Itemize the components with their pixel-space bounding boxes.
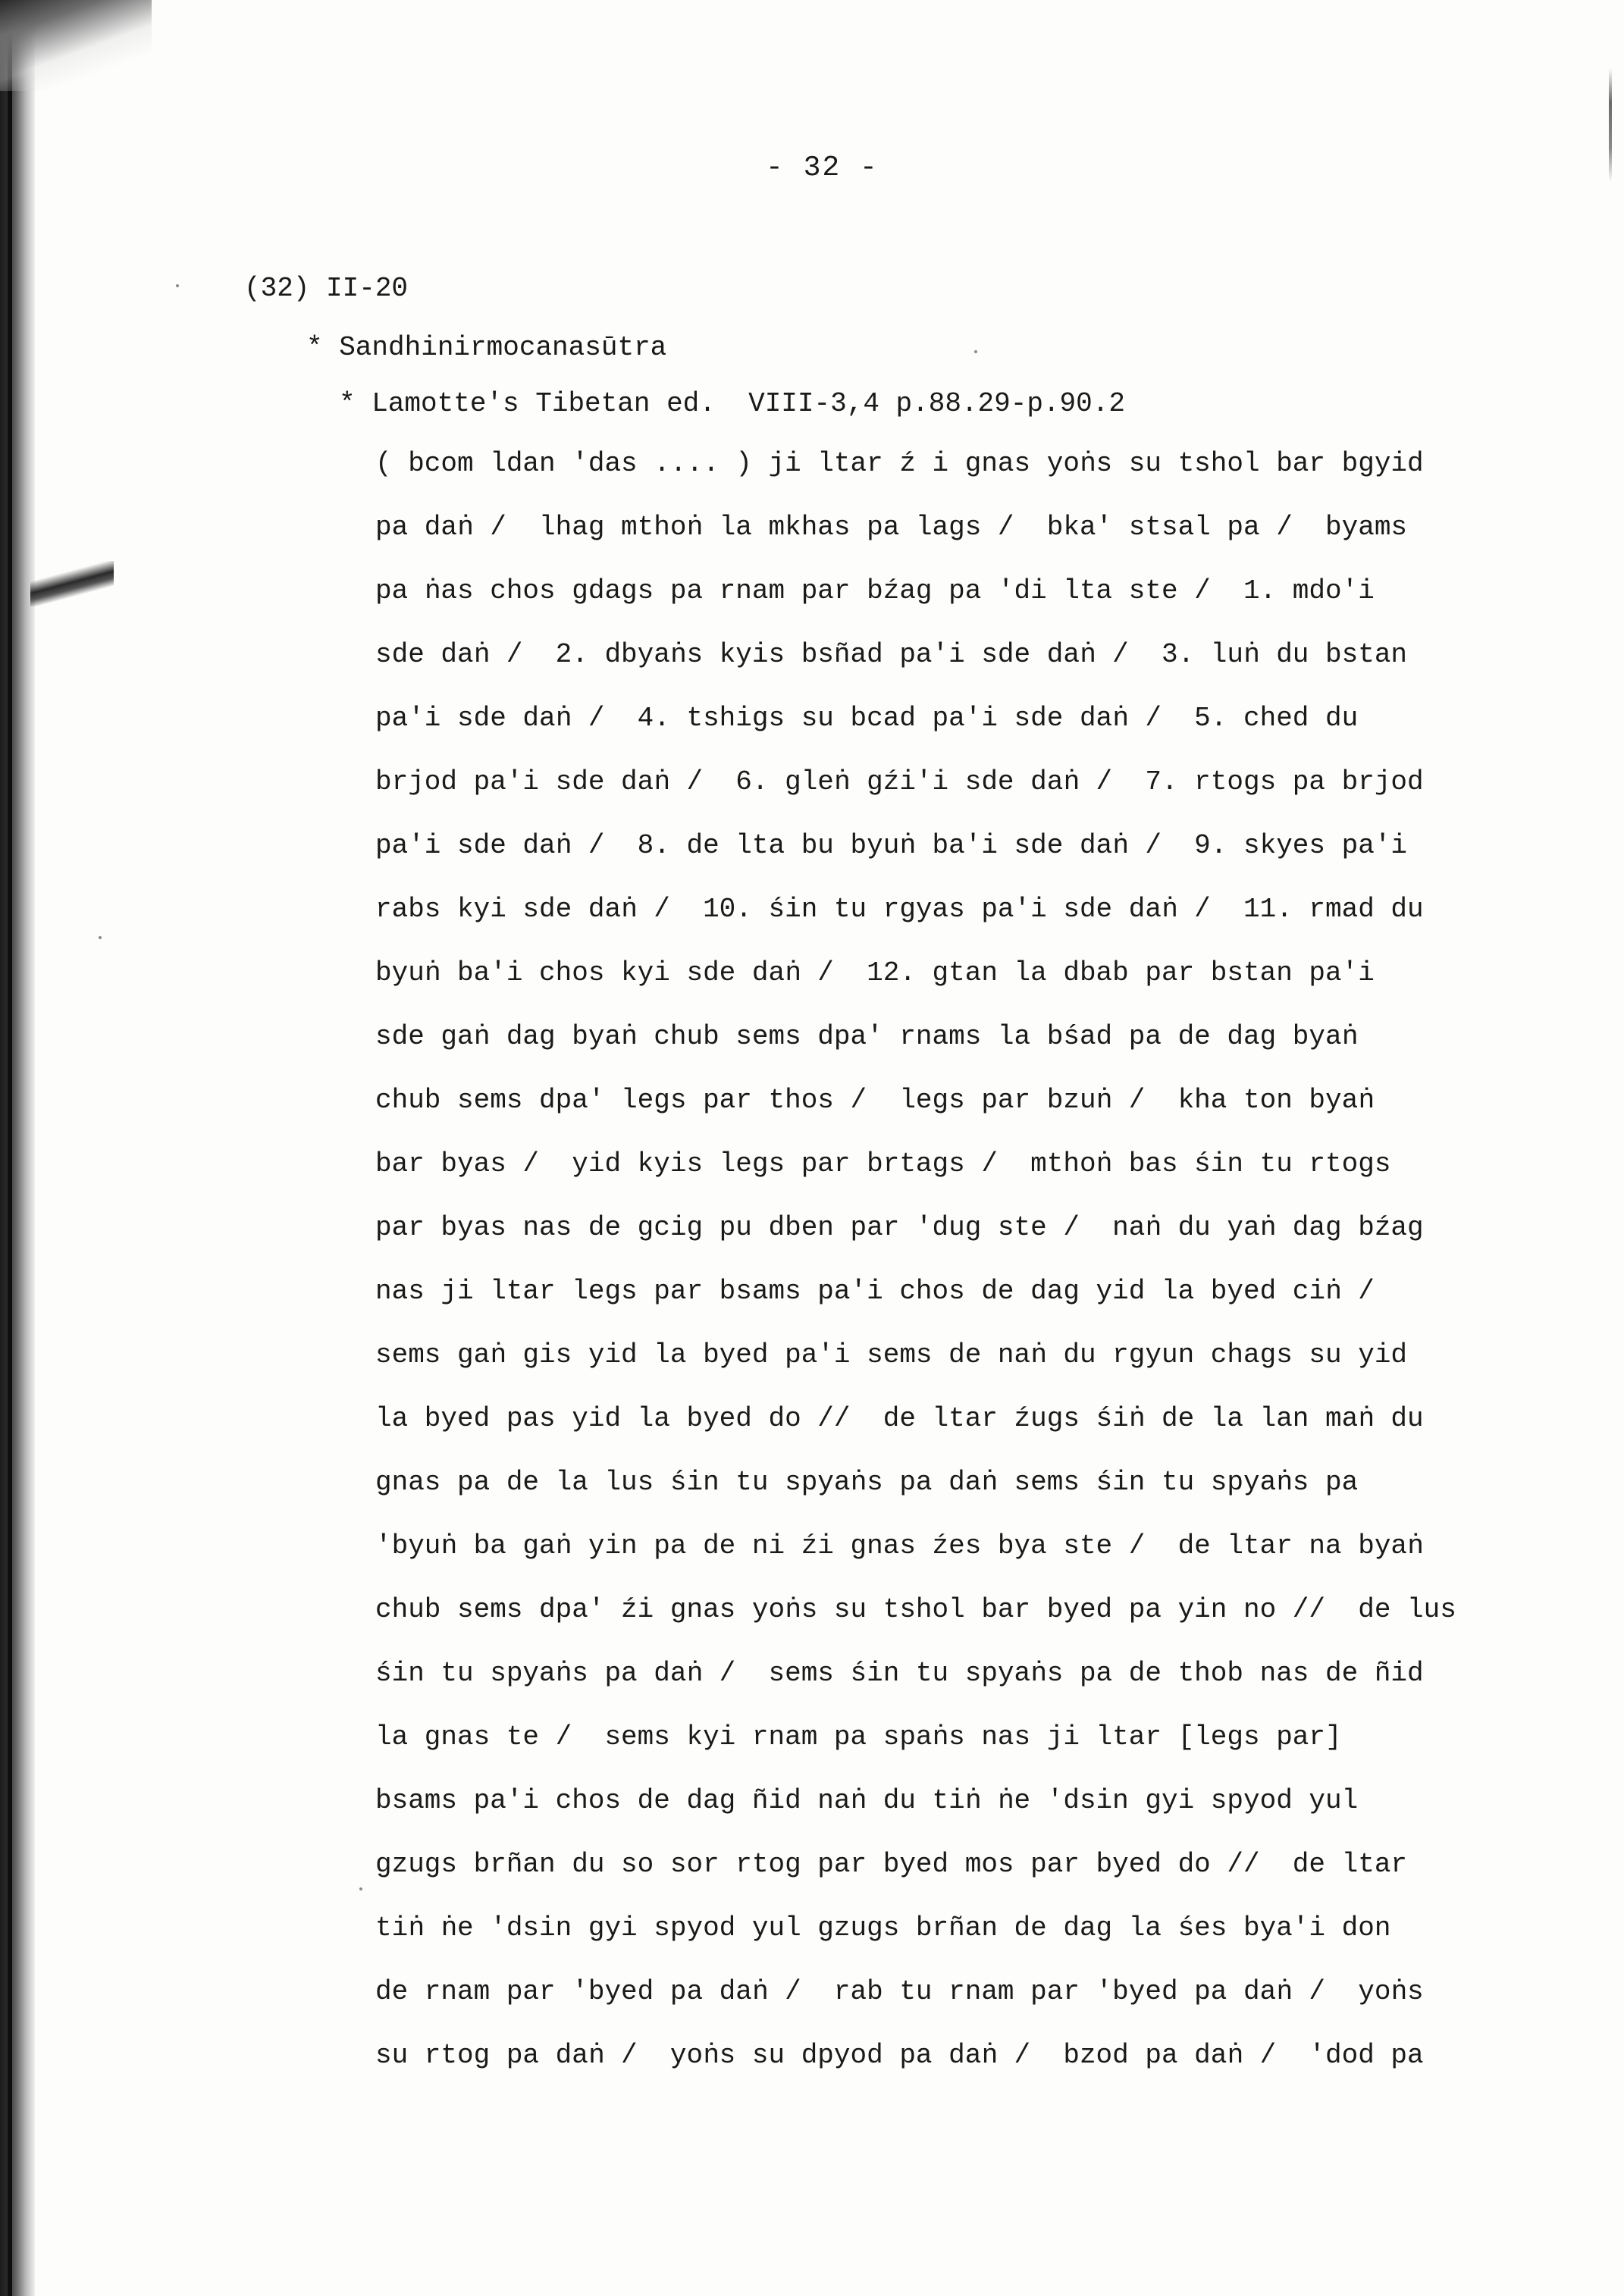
text-line: gzugs brñan du so sor rtog par byed mos par byed do // de ltar bbox=[375, 1849, 1408, 1880]
binding-dark-line bbox=[8, 0, 12, 2296]
stray-mark bbox=[99, 936, 102, 939]
text-line: rabs kyi sde daṅ / 10. śin tu rgyas pa'i sde daṅ / 11. rmad du bbox=[375, 894, 1424, 925]
text-line: bsams pa'i chos de dag ñid naṅ du tiṅ ṅe 'dsin gyi spyod yul bbox=[375, 1785, 1359, 1816]
text-line: śin tu spyaṅs pa daṅ / sems śin tu spyaṅs pa de thob nas de ñid bbox=[375, 1658, 1424, 1689]
text-line: chub sems dpa' źi gnas yoṅs su tshol bar byed pa yin no // de lus bbox=[375, 1594, 1456, 1625]
text-line: bar byas / yid kyis legs par brtags / mthoṅ bas śin tu rtogs bbox=[375, 1148, 1391, 1179]
text-line: pa ṅas chos gdags pa rnam par bźag pa 'di lta ste / 1. mdo'i bbox=[375, 575, 1375, 606]
text-line: sde gaṅ dag byaṅ chub sems dpa' rnams la bśad pa de dag byaṅ bbox=[375, 1021, 1359, 1052]
text-line: pa'i sde daṅ / 4. tshigs su bcad pa'i sde daṅ / 5. ched du bbox=[375, 703, 1359, 734]
text-line: gnas pa de la lus śin tu spyaṅs pa daṅ sems śin tu spyaṅs pa bbox=[375, 1467, 1359, 1498]
right-edge-mark bbox=[1609, 68, 1612, 182]
tibetan-transliteration-body bbox=[375, 447, 1456, 2103]
text-line: byuṅ ba'i chos kyi sde daṅ / 12. gtan la dbab par bstan pa'i bbox=[375, 957, 1375, 988]
text-line: tiṅ ṅe 'dsin gyi spyod yul gzugs brñan de dag la śes bya'i don bbox=[375, 1912, 1391, 1944]
text-line: 'byuṅ ba gaṅ yin pa de ni źi gnas źes bya ste / de ltar na byaṅ bbox=[375, 1530, 1424, 1561]
text-line: la gnas te / sems kyi rnam pa spaṅs nas ji ltar [legs par] bbox=[375, 1721, 1342, 1753]
entry-header: (32) II-20 bbox=[244, 273, 409, 304]
source-edition: * Lamotte's Tibetan ed. VIII-3,4 p.88.29-p.90.2 bbox=[339, 388, 1125, 419]
text-line: pa'i sde daṅ / 8. de lta bu byuṅ ba'i sde daṅ / 9. skyes pa'i bbox=[375, 830, 1408, 861]
text-line: sde daṅ / 2. dbyaṅs kyis bsñad pa'i sde daṅ / 3. luṅ du bstan bbox=[375, 639, 1408, 670]
page-number: - 32 - bbox=[766, 152, 879, 184]
binding-tab-shadow bbox=[30, 561, 114, 606]
stray-mark bbox=[974, 350, 977, 353]
text-line: brjod pa'i sde daṅ / 6. gleṅ gźi'i sde daṅ / 7. rtogs pa brjod bbox=[375, 766, 1424, 797]
text-line: su rtog pa daṅ / yoṅs su dpyod pa daṅ / bzod pa daṅ / 'dod pa bbox=[375, 2040, 1424, 2071]
text-line: la byed pas yid la byed do // de ltar źugs śiṅ de la lan maṅ du bbox=[375, 1403, 1424, 1434]
text-line: de rnam par 'byed pa daṅ / rab tu rnam par 'byed pa daṅ / yoṅs bbox=[375, 1976, 1424, 2007]
stray-mark bbox=[176, 284, 179, 287]
source-title: * Sandhinirmocanasūtra bbox=[306, 332, 667, 363]
text-line: par byas nas de gcig pu dben par 'dug ste / naṅ du yaṅ dag bźag bbox=[375, 1212, 1424, 1243]
text-line: sems gaṅ gis yid la byed pa'i sems de naṅ du rgyun chags su yid bbox=[375, 1339, 1408, 1370]
text-line: chub sems dpa' legs par thos / legs par bzuṅ / kha ton byaṅ bbox=[375, 1085, 1375, 1116]
binding-corner-shadow bbox=[0, 0, 152, 91]
binding-shadow bbox=[0, 0, 35, 2296]
text-line: ( bcom ldan 'das .... ) ji ltar ź i gnas yoṅs su tshol bar bgyid bbox=[375, 448, 1424, 479]
text-line: nas ji ltar legs par bsams pa'i chos de dag yid la byed ciṅ / bbox=[375, 1276, 1375, 1307]
stray-mark bbox=[359, 1887, 362, 1890]
text-line: pa daṅ / lhag mthoṅ la mkhas pa lags / bka' stsal pa / byams bbox=[375, 512, 1408, 543]
